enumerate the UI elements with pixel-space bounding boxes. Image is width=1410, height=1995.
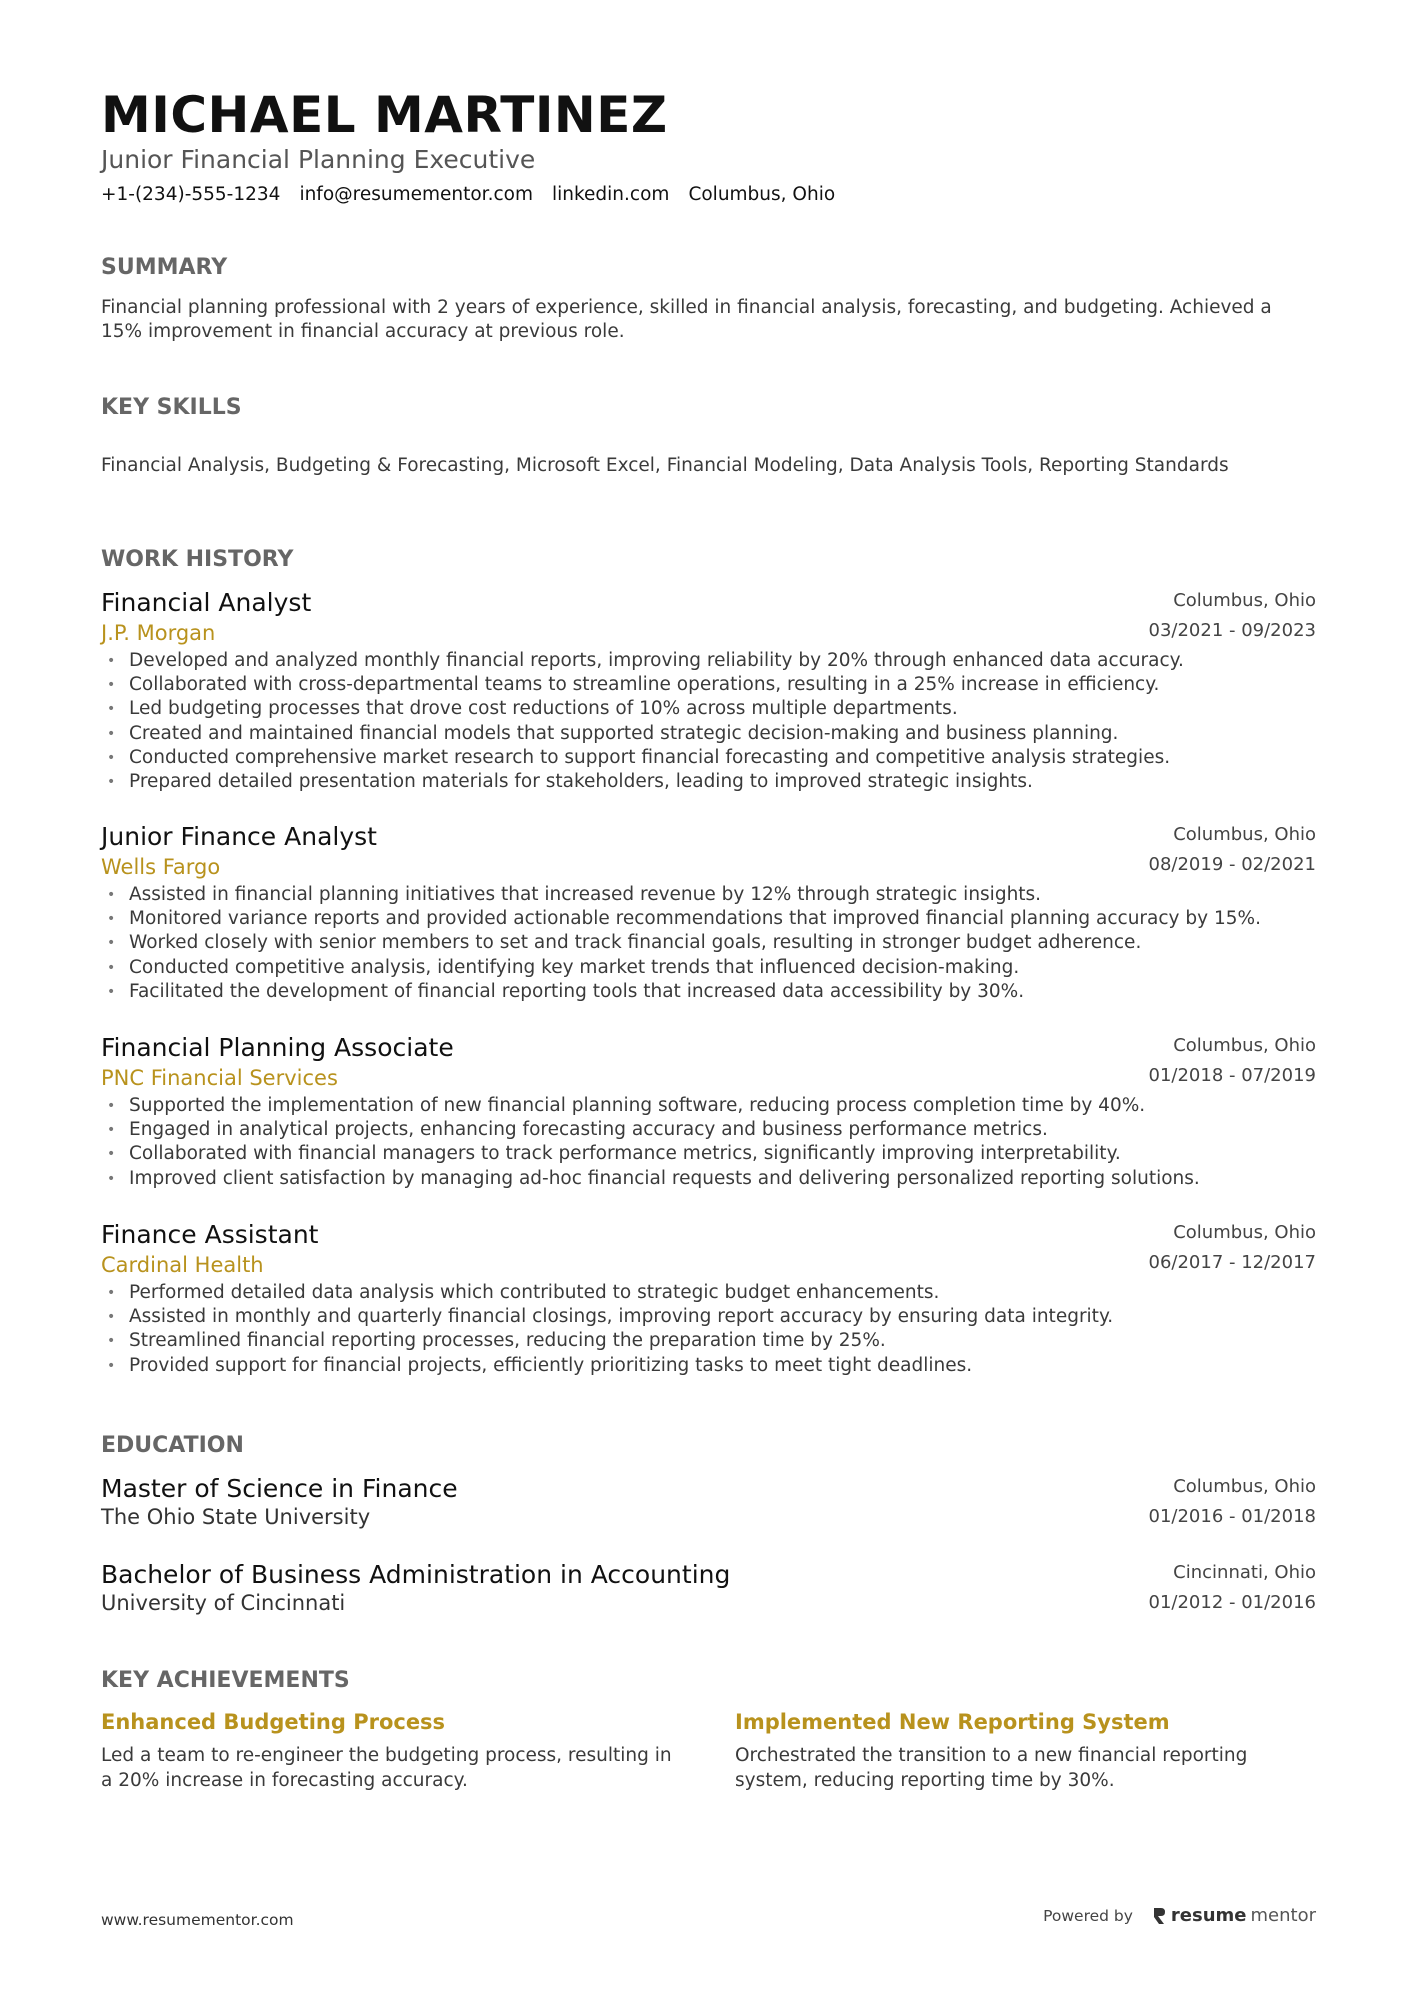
job-location: Columbus, Ohio xyxy=(1173,1035,1316,1056)
job-bullet: • Engaged in analytical projects, enhancing forecasting accuracy and business performance metrics. xyxy=(101,1118,1316,1142)
achievement-item xyxy=(735,1710,1315,1793)
job-bullet: • Conducted competitive analysis, identifying key market trends that influenced decision-making. xyxy=(101,956,1316,980)
job-bullet: • Developed and analyzed monthly financial reports, improving reliability by 20% through enhanced data accuracy. xyxy=(101,649,1316,673)
achievement-title: Implemented New Reporting System xyxy=(735,1710,1170,1734)
job-title: Financial Analyst xyxy=(101,588,312,617)
job-bullet: • Improved client satisfaction by managing ad-hoc financial requests and delivering personalized reporting solutions. xyxy=(101,1167,1316,1191)
job-bullet: • Supported the implementation of new financial planning software, reducing process completion time by 40%. xyxy=(101,1094,1316,1118)
job-bullet: • Prepared detailed presentation materials for stakeholders, leading to improved strategic insights. xyxy=(101,770,1316,794)
achievement-title: Enhanced Budgeting Process xyxy=(101,1710,446,1734)
job-location: Columbus, Ohio xyxy=(1173,590,1316,611)
bullet-dot-icon: • xyxy=(107,1357,116,1374)
degree-title: Master of Science in Finance xyxy=(101,1474,458,1503)
job-bullet: • Performed detailed data analysis which contributed to strategic budget enhancements. xyxy=(101,1281,1316,1305)
bullet-dot-icon: • xyxy=(107,1309,116,1326)
job-bullet: • Assisted in financial planning initiatives that increased revenue by 12% through strategic insights. xyxy=(101,883,1316,907)
contact-email[interactable]: info@resumementor.com xyxy=(299,184,533,205)
contact-location: Columbus, Ohio xyxy=(688,184,836,205)
candidate-title: Junior Financial Planning Executive xyxy=(101,145,536,174)
job-title: Junior Finance Analyst xyxy=(101,822,377,851)
degree-title: Bachelor of Business Administration in Accounting xyxy=(101,1560,731,1589)
bullet-dot-icon: • xyxy=(107,959,116,976)
bullet-dot-icon: • xyxy=(107,1285,116,1301)
education-dates: 01/2016 - 01/2018 xyxy=(1148,1506,1316,1527)
job-bullet: • Worked closely with senior members to set and track financial goals, resulting in stronger budget adherence. xyxy=(101,931,1316,955)
brand-name-strong: resume xyxy=(1170,1905,1247,1926)
job-dates: 01/2018 - 07/2019 xyxy=(1148,1065,1316,1086)
job-company: Wells Fargo xyxy=(101,855,221,879)
bullet-dot-icon: • xyxy=(107,725,116,742)
skills-text: Financial Analysis, Budgeting & Forecasting, Microsoft Excel, Financial Modeling, Data Analysis Tools, Reporting Standards xyxy=(101,455,1229,476)
bullet-dot-icon: • xyxy=(107,1146,116,1163)
job-company: Cardinal Health xyxy=(101,1253,264,1277)
job-bullets xyxy=(101,649,1316,794)
work-history-heading: WORK HISTORY xyxy=(101,547,294,572)
contact-linkedin[interactable]: linkedin.com xyxy=(551,184,670,205)
job-company: J.P. Morgan xyxy=(101,621,216,645)
bullet-dot-icon: • xyxy=(107,887,116,903)
bullet-dot-icon: • xyxy=(107,1098,116,1114)
school-name: University of Cincinnati xyxy=(101,1591,346,1615)
job-dates: 08/2019 - 02/2021 xyxy=(1148,854,1316,875)
job-title: Financial Planning Associate xyxy=(101,1033,454,1062)
bullet-dot-icon: • xyxy=(107,911,116,928)
job-bullet: • Collaborated with cross-departmental teams to streamline operations, resulting in a 25% increase in efficiency. xyxy=(101,673,1316,697)
job-bullets xyxy=(101,1094,1316,1191)
job-location: Columbus, Ohio xyxy=(1173,824,1316,845)
job-bullet: • Collaborated with financial managers to track performance metrics, significantly improving interpretability. xyxy=(101,1142,1316,1166)
summary-text: Financial planning professional with 2 years of experience, skilled in financial analysis, forecasting, and budgeting. Achieved a 15% improvement in financial accuracy at previous role. xyxy=(101,297,1272,342)
brand-logo[interactable] xyxy=(1151,1905,1316,1926)
powered-by-label: Powered by xyxy=(1043,1906,1133,1925)
job-title: Finance Assistant xyxy=(101,1220,319,1249)
bullet-dot-icon: • xyxy=(107,983,116,1000)
brand-name-light: mentor xyxy=(1250,1905,1316,1926)
footer-website[interactable]: www.resumementor.com xyxy=(101,1911,294,1929)
job-bullet: • Streamlined financial reporting processes, reducing the preparation time by 25%. xyxy=(101,1329,1316,1353)
contact-line xyxy=(101,184,835,205)
bullet-dot-icon: • xyxy=(107,1122,116,1139)
bullet-dot-icon: • xyxy=(107,677,116,694)
achievement-text: Led a team to re-engineer the budgeting process, resulting in a 20% increase in forecasting accuracy. xyxy=(101,1745,672,1791)
bullet-dot-icon: • xyxy=(107,701,116,718)
job-company: PNC Financial Services xyxy=(101,1066,338,1090)
achievement-item xyxy=(101,1710,681,1793)
education-location: Columbus, Ohio xyxy=(1173,1476,1316,1497)
education-location: Cincinnati, Ohio xyxy=(1173,1562,1316,1583)
job-bullet: • Provided support for financial projects, efficiently prioritizing tasks to meet tight deadlines. xyxy=(101,1354,1316,1378)
achievements-heading: KEY ACHIEVEMENTS xyxy=(101,1668,350,1693)
bullet-dot-icon: • xyxy=(107,749,116,766)
bullet-dot-icon: • xyxy=(107,1333,116,1350)
job-dates: 03/2021 - 09/2023 xyxy=(1148,620,1316,641)
job-bullet: • Assisted in monthly and quarterly financial closings, improving report accuracy by ensuring data integrity. xyxy=(101,1305,1316,1329)
job-bullets xyxy=(101,883,1316,1004)
candidate-name: MICHAEL MARTINEZ xyxy=(101,86,668,144)
school-name: The Ohio State University xyxy=(101,1505,371,1529)
contact-phone: +1-(234)-555-1234 xyxy=(101,184,281,205)
job-bullets xyxy=(101,1281,1316,1378)
education-dates: 01/2012 - 01/2016 xyxy=(1148,1592,1316,1613)
resumementor-logo-icon xyxy=(1151,1906,1167,1926)
education-heading: EDUCATION xyxy=(101,1433,244,1458)
footer-branding xyxy=(1043,1905,1316,1926)
job-location: Columbus, Ohio xyxy=(1173,1222,1316,1243)
job-bullet: • Led budgeting processes that drove cost reductions of 10% across multiple departments. xyxy=(101,697,1316,721)
job-bullet: • Facilitated the development of financial reporting tools that increased data accessibility by 30%. xyxy=(101,980,1316,1004)
job-bullet: • Monitored variance reports and provided actionable recommendations that improved financial planning accuracy by 15%. xyxy=(101,907,1316,931)
summary-heading: SUMMARY xyxy=(101,255,228,280)
skills-heading: KEY SKILLS xyxy=(101,395,242,420)
bullet-dot-icon: • xyxy=(107,935,116,952)
bullet-dot-icon: • xyxy=(107,653,116,669)
job-bullet: • Conducted comprehensive market research to support financial forecasting and competitive analysis strategies. xyxy=(101,746,1316,770)
bullet-dot-icon: • xyxy=(107,1170,116,1187)
job-dates: 06/2017 - 12/2017 xyxy=(1148,1252,1316,1273)
bullet-dot-icon: • xyxy=(107,774,116,791)
job-bullet: • Created and maintained financial models that supported strategic decision-making and business planning. xyxy=(101,722,1316,746)
achievement-text: Orchestrated the transition to a new financial reporting system, reducing reporting time by 30%. xyxy=(735,1745,1248,1791)
